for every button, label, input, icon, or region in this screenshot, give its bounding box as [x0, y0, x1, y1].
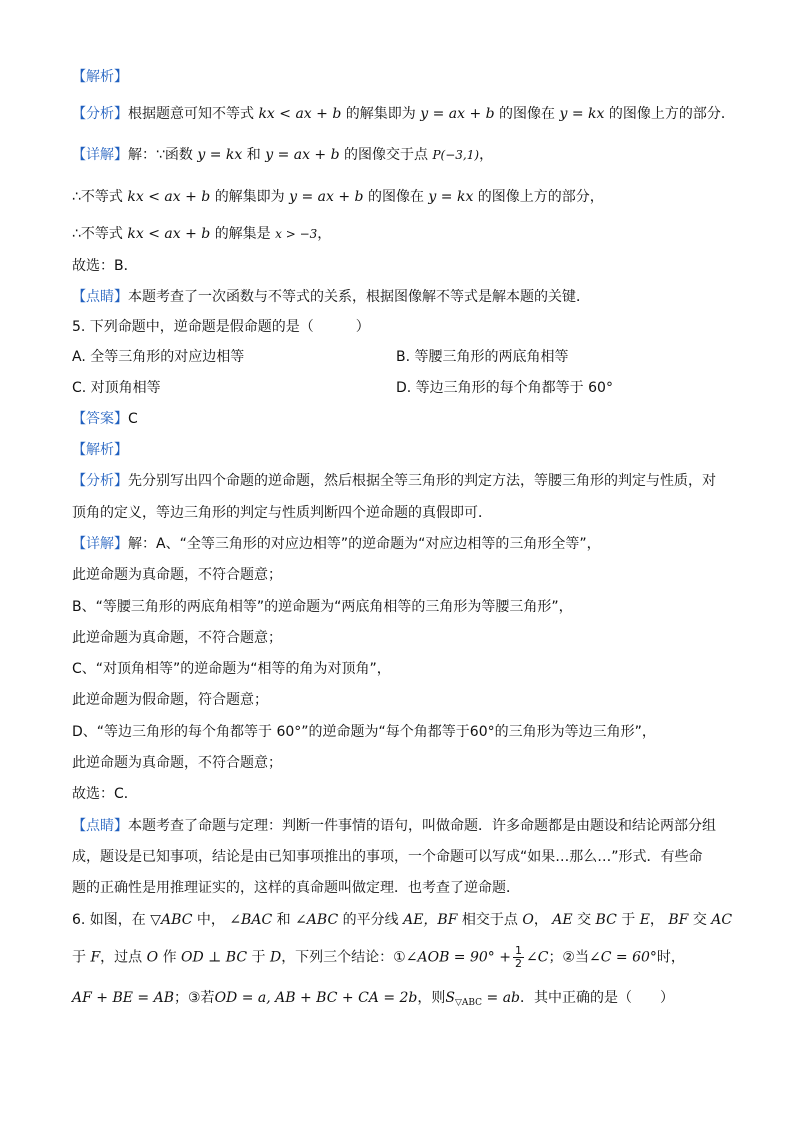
math-o: O: [146, 949, 159, 966]
text: 解：A、“全等三角形的对应边相等”的逆命题为“对应边相等的三角形全等”，: [128, 536, 601, 552]
text: 作: [162, 949, 177, 966]
text: ，则: [417, 990, 446, 1006]
math-d: D: [269, 949, 282, 966]
q5-answer: [72, 409, 138, 429]
text: 和: [276, 912, 291, 928]
text: 交: [577, 912, 592, 928]
q5-detail-a: [72, 534, 601, 554]
text: 的图像上方的部分．: [608, 106, 735, 122]
q5-options-row1: [72, 347, 722, 367]
tag-dianjing: 【点睛】: [72, 289, 128, 305]
option-c: C. 对顶角相等: [72, 380, 161, 396]
tag-daan: 【答案】: [72, 411, 128, 427]
text: ；②当: [548, 949, 589, 966]
math-f: F: [90, 949, 101, 966]
math-angle-bac: ∠BAC: [229, 912, 273, 928]
q5-detail-b: B、“等腰三角形的两底角相等”的逆命题为“两底角相等的三角形为等腰三角形”，: [72, 599, 573, 615]
text: 于: [251, 949, 266, 966]
q5-detail-b2: 此逆命题为真命题，不符合题意；: [72, 630, 282, 646]
math-line1: y = ax + b: [420, 106, 495, 122]
math-line2: y = kx: [197, 147, 243, 163]
math-fraction: [513, 945, 524, 970]
math-ac: AC: [711, 912, 733, 928]
text: 的解集是: [214, 226, 271, 242]
q5-analysis-1: [72, 471, 716, 491]
fraction-denominator: 2: [514, 957, 522, 970]
text: 和: [246, 147, 261, 163]
tag-jiexi: 【解析】: [72, 442, 128, 458]
math-od-perp-bc: OD ⊥ BC: [181, 949, 248, 966]
math-inequality: kx < ax + b: [127, 226, 211, 242]
text: 本题考查了一次函数与不等式的关系，根据图像解不等式是解本题的关键．: [128, 289, 590, 305]
text: 时，: [656, 949, 685, 966]
option-b: B. 等腰三角形的两底角相等: [396, 349, 569, 365]
fraction-numerator: 1: [514, 944, 522, 957]
text: ∴不等式: [72, 189, 123, 205]
math-line2: y = kx: [559, 106, 605, 122]
q4-detail: [72, 145, 493, 165]
math-bf: BF: [668, 912, 689, 928]
text: ，: [649, 912, 664, 928]
q5-detail-c2: 此逆命题为假命题，符合题意；: [72, 692, 268, 708]
math-triangle: ▽ABC: [150, 912, 193, 928]
answer-value: C: [128, 411, 138, 427]
math-conclusion2: ∠C = 60°: [589, 949, 657, 966]
q4-choice: 故选：B．: [72, 258, 138, 274]
text: ，过点: [100, 949, 143, 966]
q5-analysis-2: 顶角的定义，等边三角形的判定与性质判断四个逆命题的真假即可．: [72, 505, 492, 521]
math-ae-bf: AE，BF: [403, 912, 458, 928]
option-d: D. 等边三角形的每个角都等于 60°: [396, 380, 613, 396]
math-area: [445, 990, 520, 1006]
q5-comment-3: 题的正确性是用推理证实的，这样的真命题叫做定理．也考查了逆命题．: [72, 880, 520, 896]
text: 的图像交于点: [344, 147, 429, 163]
text: 交: [692, 912, 707, 928]
q4-analysis: [72, 104, 735, 124]
text: 于: [72, 949, 86, 966]
math-inequality: kx < ax + b: [258, 106, 342, 122]
math-inequality: kx < ax + b: [127, 189, 211, 205]
math-o: O: [522, 912, 534, 928]
text: 6. 如图，在: [72, 912, 146, 928]
math-conclusion1: ∠AOB = 90° +: [405, 949, 511, 966]
q6-line1: [72, 910, 732, 930]
q4-therefore2: [72, 224, 331, 244]
q4-comment: [72, 287, 590, 307]
text: 的解集即为: [345, 106, 416, 122]
math-ae: AE: [552, 912, 573, 928]
text: 的图像在: [367, 189, 424, 205]
math-af-be-ab: AF + BE = AB: [72, 990, 174, 1006]
text: ，下列三个结论：①: [281, 949, 406, 966]
text: ．其中正确的是（ ）: [520, 990, 675, 1006]
text: 解：∵函数: [128, 147, 193, 163]
text: ，: [479, 147, 494, 163]
math-line1: y = ax + b: [289, 189, 364, 205]
q6-line3: [72, 988, 674, 1013]
math-e: E: [639, 912, 650, 928]
math-solution: x > −3: [275, 227, 318, 241]
q5-detail-c: C、“对顶角相等”的逆命题为“相等的角为对顶角”，: [72, 661, 391, 677]
text: 中，: [196, 912, 225, 928]
q5-detail-d2: 此逆命题为真命题，不符合题意；: [72, 755, 282, 771]
math-angle-c: ∠C: [525, 949, 549, 966]
text: 先分别写出四个命题的逆命题，然后根据全等三角形的判定方法，等腰三角形的判定与性质，对: [128, 473, 716, 489]
tag-xiangjie: 【详解】: [72, 147, 128, 163]
text: 相交于点: [461, 912, 518, 928]
text: ，: [317, 226, 332, 242]
text: 的图像在: [499, 106, 556, 122]
area-s: S: [445, 990, 455, 1006]
tag-fenxi: 【分析】: [72, 473, 128, 489]
q5-options-row2: [72, 378, 722, 398]
math-bc: BC: [595, 912, 617, 928]
math-conclusion3: OD = a, AB + BC + CA = 2b: [214, 990, 418, 1006]
text: 根据题意可知不等式: [128, 106, 254, 122]
math-point: P(−3,1): [432, 148, 480, 162]
q5-stem: 5. 下列命题中，逆命题是假命题的是（ ）: [72, 319, 370, 335]
text: 的图像上方的部分，: [477, 189, 604, 205]
math-angle-abc: ∠ABC: [295, 912, 339, 928]
text: 于: [621, 912, 636, 928]
q4-therefore1: [72, 187, 604, 207]
area-subscript: ▽ABC: [454, 998, 483, 1008]
text: ∴不等式: [72, 226, 123, 242]
area-eq: = ab: [486, 990, 521, 1006]
text: ，: [533, 912, 548, 928]
q5-detail-a2: 此逆命题为真命题，不符合题意；: [72, 567, 282, 583]
tag-dianjing: 【点睛】: [72, 818, 128, 834]
tag-xiangjie: 【详解】: [72, 536, 128, 552]
tag-fenxi: 【分析】: [72, 106, 128, 122]
text: ；③若: [174, 990, 215, 1006]
q5-comment-2: 成，题设是已知事项，结论是由已知事项推出的事项，一个命题可以写成“如果…那么…”形式．有些命: [72, 849, 703, 865]
option-a: A. 全等三角形的对应边相等: [72, 349, 245, 365]
q5-comment-1: [72, 816, 716, 836]
q5-detail-d: D、“等边三角形的每个角都等于 60°”的逆命题为“每个角都等于60°的三角形为等边三角形”，: [72, 724, 656, 740]
text: 的平分线: [342, 912, 399, 928]
math-line2: y = kx: [428, 189, 474, 205]
text: 本题考查了命题与定理：判断一件事情的语句，叫做命题．许多命题都是由题设和结论两部分组: [128, 818, 716, 834]
tag-jiexi: 【解析】: [72, 69, 128, 85]
math-line1: y = ax + b: [265, 147, 340, 163]
q5-choice: 故选：C．: [72, 786, 138, 802]
text: 的解集即为: [214, 189, 285, 205]
q6-line2: [72, 945, 685, 970]
